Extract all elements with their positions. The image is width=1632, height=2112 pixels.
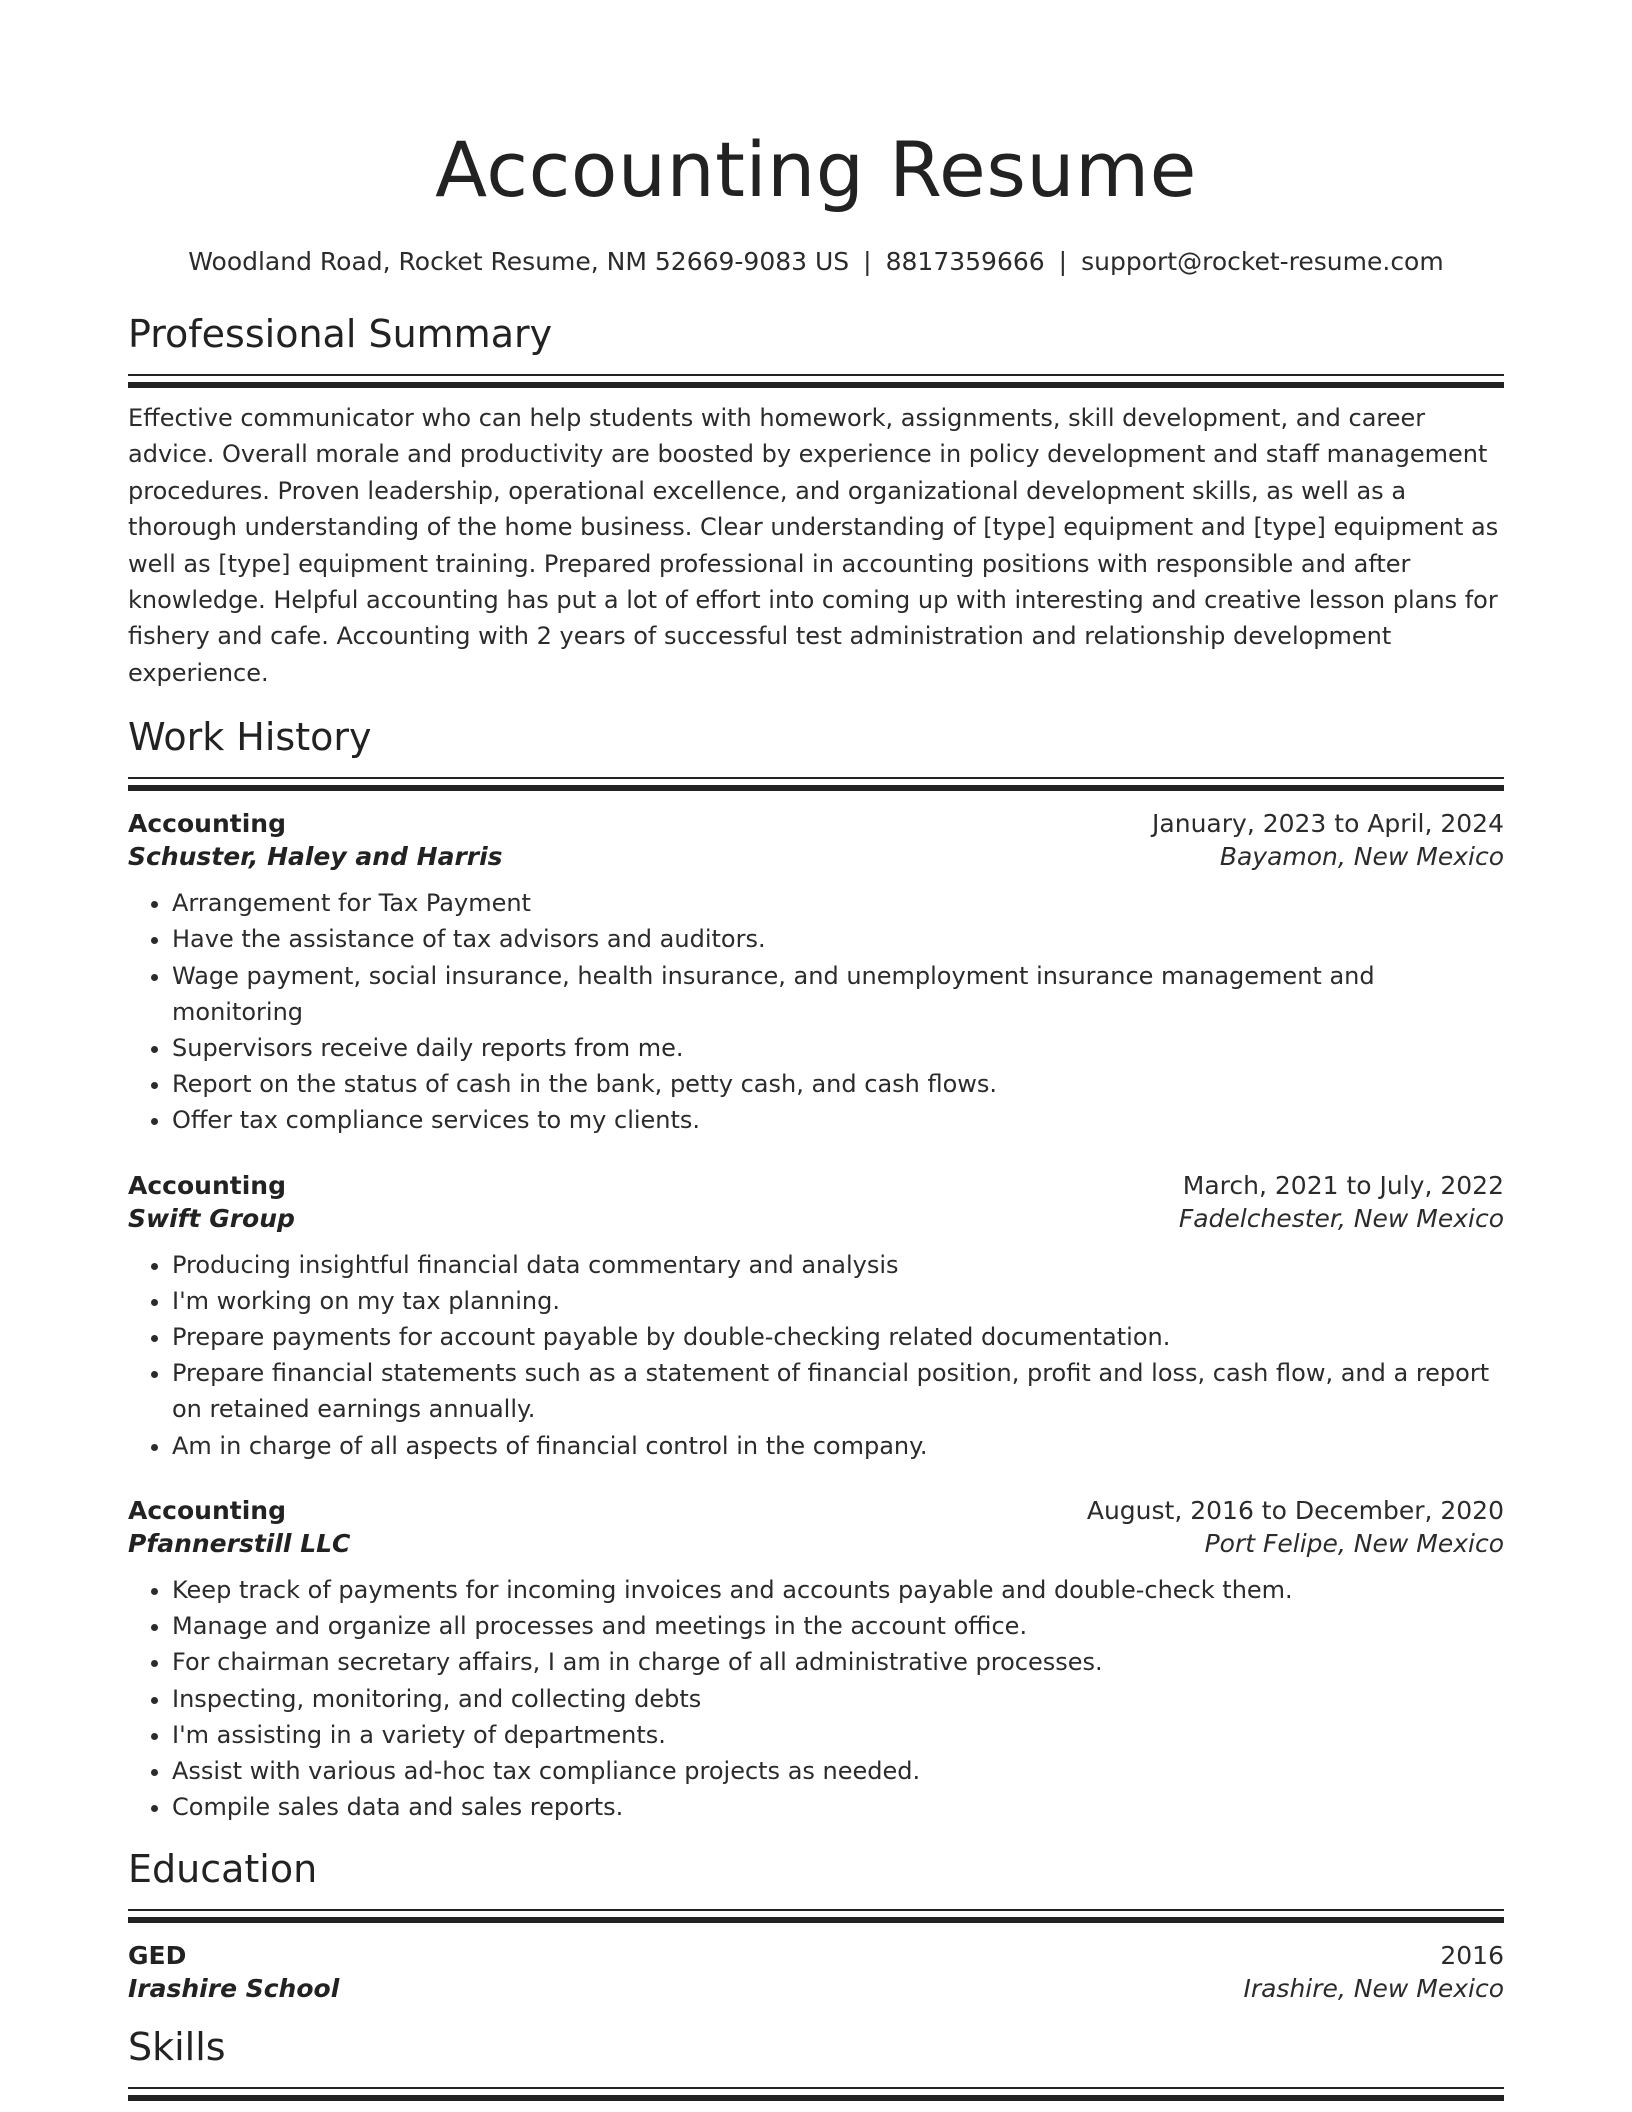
job-entry — [128, 1496, 1504, 1825]
job-dates: August, 2016 to December, 2020 — [1086, 1495, 1504, 1525]
list-item: • Arrangement for Tax Payment — [172, 885, 1504, 921]
list-item: • Producing insightful financial data commentary and analysis — [172, 1247, 1504, 1283]
job-role: Accounting — [128, 1170, 286, 1200]
job-location: Bayamon, New Mexico — [1219, 842, 1504, 872]
contact-separator: | — [863, 247, 872, 276]
list-item: • Offer tax compliance services to my clients. — [172, 1102, 1504, 1138]
job-role: Accounting — [128, 1495, 286, 1525]
education-degree: GED — [128, 1941, 187, 1971]
job-header-row — [128, 1171, 1504, 1200]
contact-phone: 8817359666 — [885, 247, 1045, 276]
list-item: • Manage and organize all processes and meetings in the account office. — [172, 1608, 1504, 1644]
section-heading-work: Work History — [128, 715, 372, 760]
job-company-row — [128, 842, 1504, 871]
summary-section — [128, 310, 1504, 691]
list-item: • Assist with various ad-hoc tax compliance projects as needed. — [172, 1753, 1504, 1789]
education-school-row — [128, 1974, 1504, 2003]
job-entry — [128, 1171, 1504, 1464]
list-item: • Am in charge of all aspects of financial control in the company. — [172, 1428, 1504, 1464]
work-section — [128, 713, 1504, 1825]
job-role: Accounting — [128, 809, 286, 839]
education-location: Irashire, New Mexico — [1243, 1974, 1504, 2004]
job-dates: March, 2021 to July, 2022 — [1182, 1170, 1504, 1200]
section-heading-skills: Skills — [128, 2025, 226, 2070]
job-entry — [128, 809, 1504, 1138]
job-bullets — [128, 885, 1504, 1138]
job-company: Pfannerstill LLC — [128, 1528, 351, 1558]
list-item: • Have the assistance of tax advisors and auditors. — [172, 921, 1504, 957]
education-school: Irashire School — [128, 1974, 340, 2004]
education-header-row — [128, 1941, 1504, 1970]
contact-email: support@rocket-resume.com — [1081, 247, 1444, 276]
list-item: • I'm working on my tax planning. — [172, 1283, 1504, 1319]
section-divider — [128, 777, 1504, 791]
contact-line — [128, 244, 1504, 280]
job-company: Schuster, Haley and Harris — [128, 842, 503, 872]
list-item: • For chairman secretary affairs, I am in charge of all administrative processes. — [172, 1644, 1504, 1680]
job-company-row — [128, 1529, 1504, 1558]
job-header-row — [128, 1496, 1504, 1525]
list-item: • Wage payment, social insurance, health insurance, and unemployment insurance management and monitoring — [172, 958, 1504, 1030]
education-year: 2016 — [1440, 1941, 1504, 1971]
job-bullets — [128, 1247, 1504, 1464]
list-item: • Prepare financial statements such as a statement of financial position, profit and loss, cash flow, and a report on retained earnings annually. — [172, 1355, 1504, 1427]
section-heading-summary: Professional Summary — [128, 312, 553, 356]
list-item: • Prepare payments for account payable by double-checking related documentation. — [172, 1319, 1504, 1355]
section-divider — [128, 2087, 1504, 2101]
job-location: Fadelchester, New Mexico — [1178, 1203, 1504, 1233]
section-divider — [128, 374, 1504, 388]
contact-separator: | — [1058, 247, 1068, 276]
job-company: Swift Group — [128, 1203, 295, 1233]
list-item: • I'm assisting in a variety of departments. — [172, 1717, 1504, 1753]
section-divider — [128, 1909, 1504, 1923]
contact-address: Woodland Road, Rocket Resume, NM 52669-9083 US — [188, 247, 850, 276]
skills-section — [128, 2023, 1504, 2101]
list-item: • Keep track of payments for incoming invoices and accounts payable and double-check them. — [172, 1572, 1504, 1608]
list-item: • Compile sales data and sales reports. — [172, 1789, 1504, 1825]
list-item: • Supervisors receive daily reports from me. — [172, 1030, 1504, 1066]
resume-title: Accounting Resume — [435, 125, 1197, 214]
list-item: • Inspecting, monitoring, and collecting debts — [172, 1681, 1504, 1717]
job-location: Port Felipe, New Mexico — [1204, 1528, 1504, 1558]
section-heading-education: Education — [128, 1847, 318, 1892]
education-section — [128, 1845, 1504, 2003]
summary-text: Effective communicator who can help students with homework, assignments, skill development, and career advice. Overall morale and productivity are boosted by experience in policy development and staff management procedures. Proven leadership, operational excellence, and organizational development skills, as well as a thorough understanding of the home business. Clear understanding of [type] equipment and [type] equipment as well as [type] equipment training. Prepared professional in accounting positions with responsible and after knowledge. Helpful accounting has put a lot of effort into coming up with interesting and creative lesson plans for fishery and cafe. Accounting with 2 years of successful test administration and relationship development experience. — [128, 404, 1499, 687]
job-bullets — [128, 1572, 1504, 1825]
education-entry — [128, 1941, 1504, 2003]
job-company-row — [128, 1204, 1504, 1233]
list-item: • Report on the status of cash in the bank, petty cash, and cash flows. — [172, 1066, 1504, 1102]
job-dates: January, 2023 to April, 2024 — [1152, 809, 1504, 839]
job-header-row — [128, 809, 1504, 838]
